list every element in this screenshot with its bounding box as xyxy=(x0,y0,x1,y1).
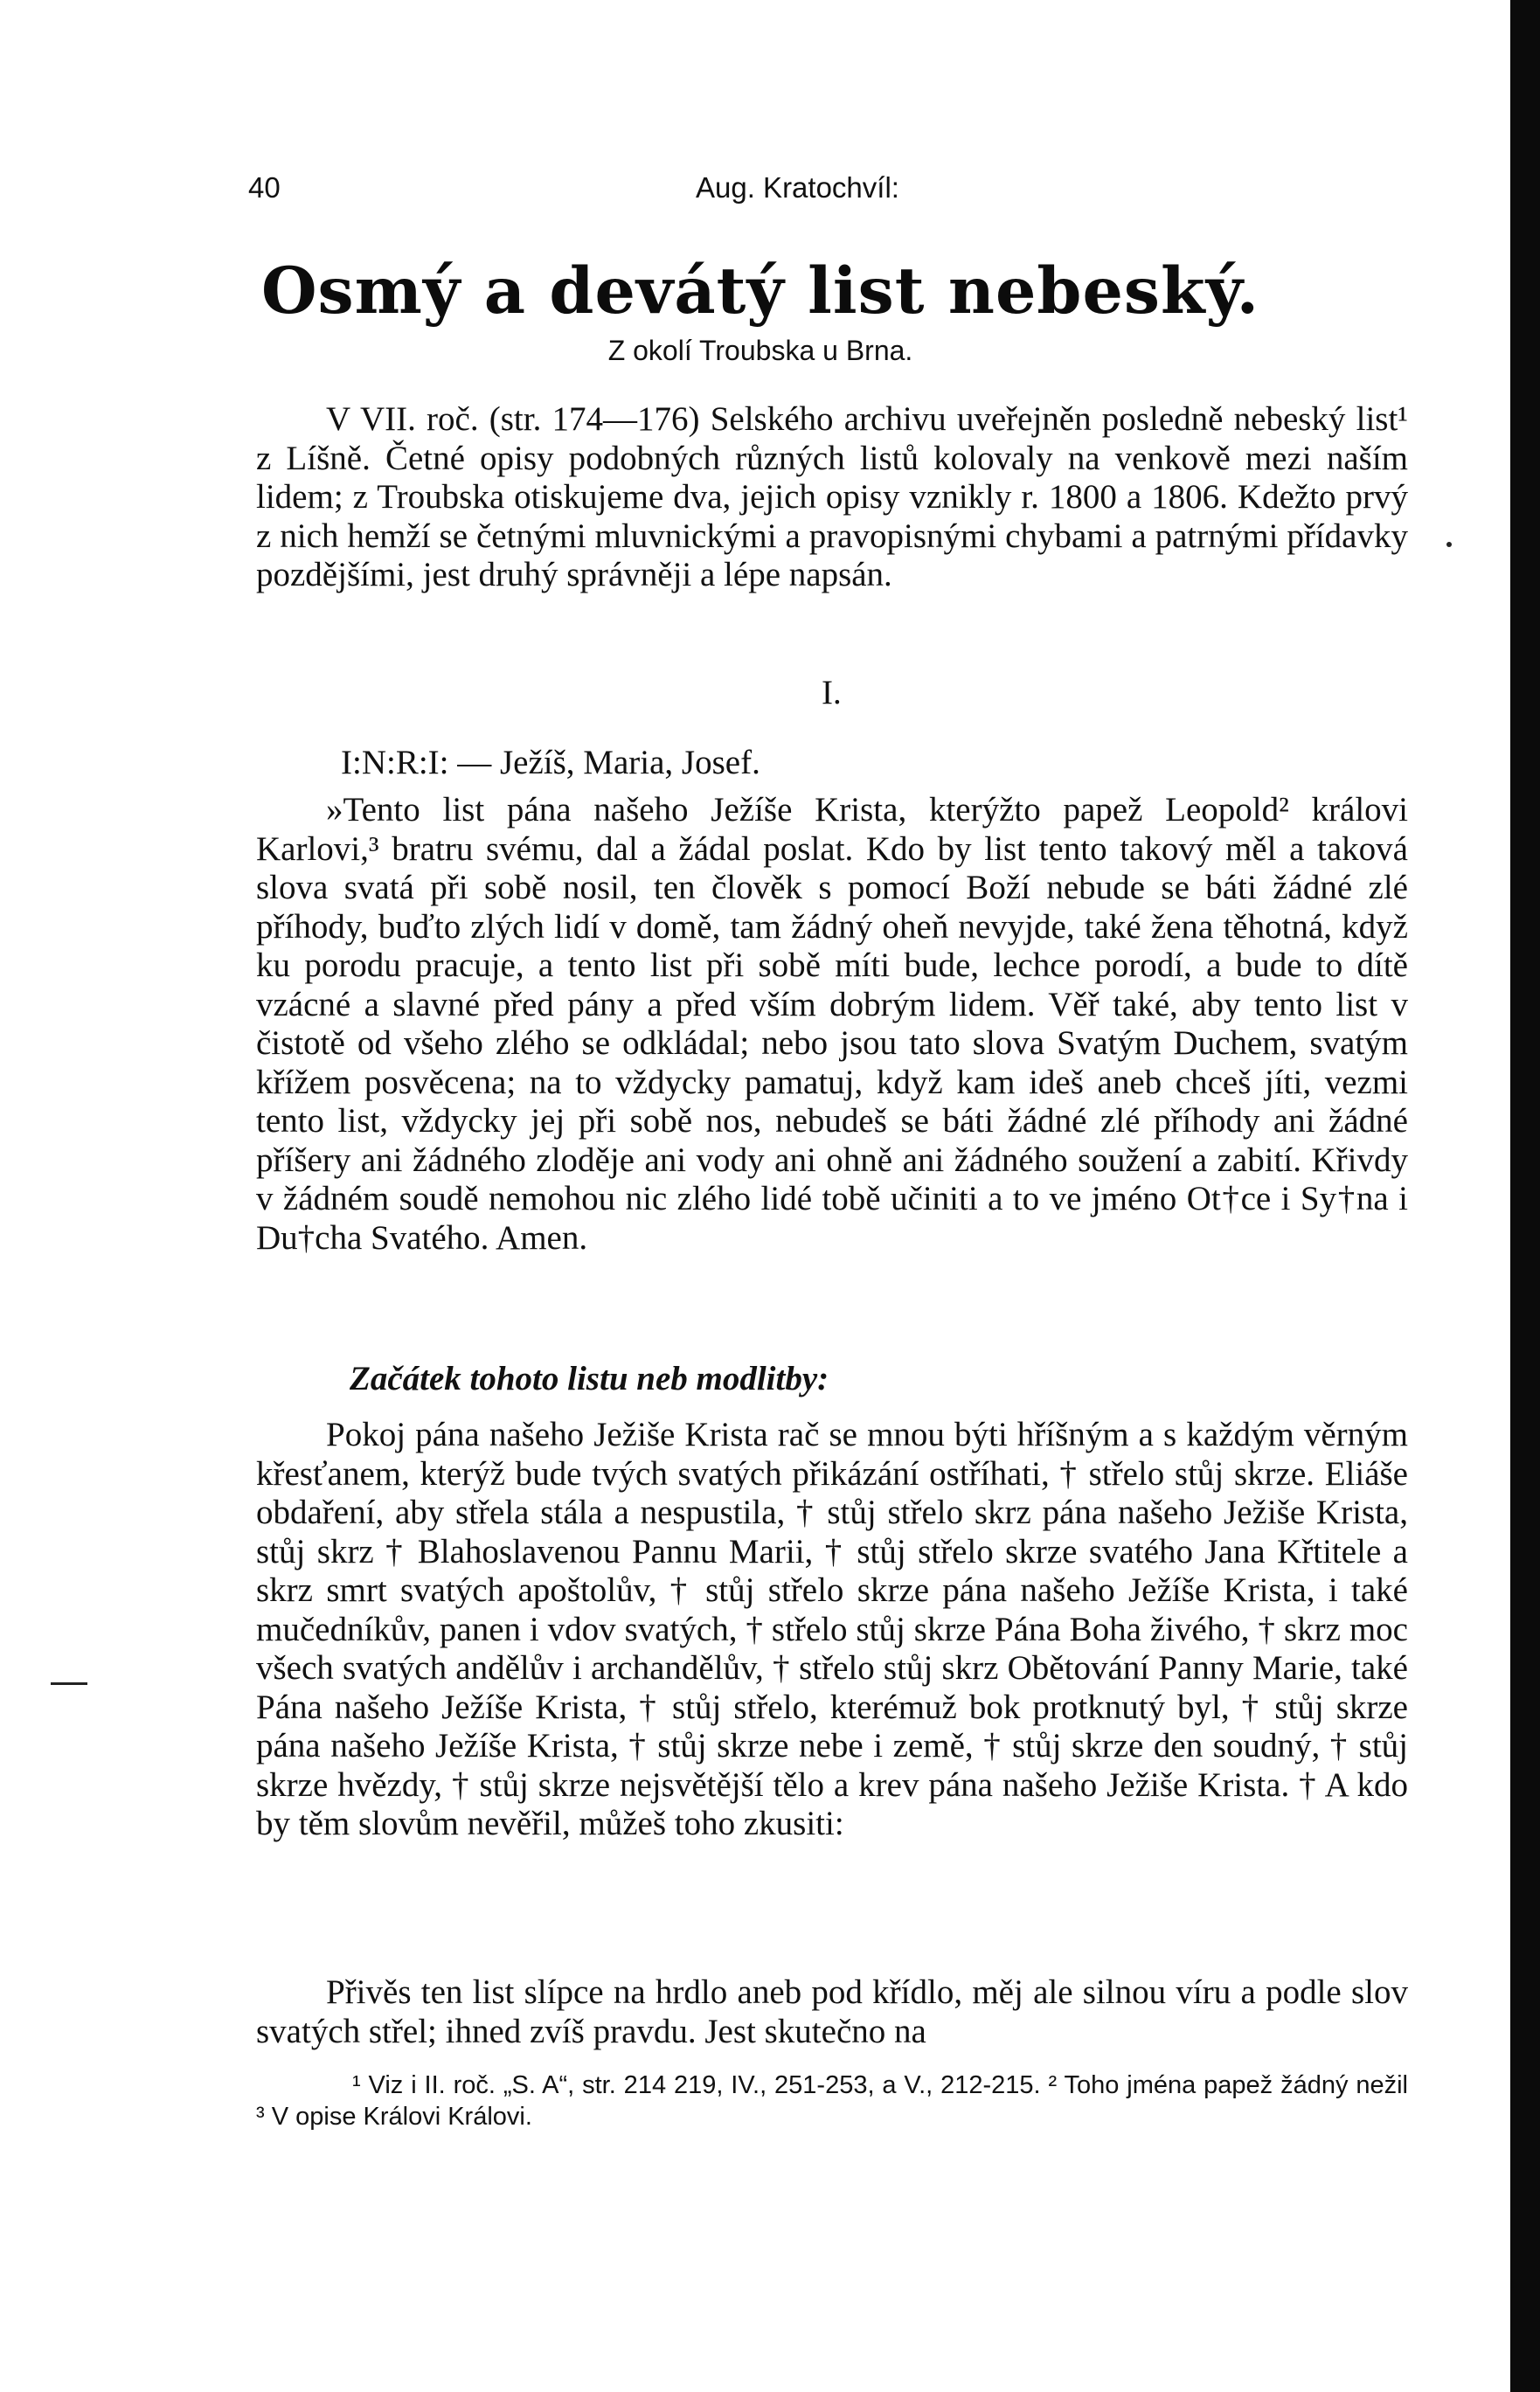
closing-paragraph: Přivěs ten list slípce na hrdlo aneb pod křídlo, měj ale silnou víru a podle slov svatých střel; ihned zvíš pravdu. Jest skutečno na xyxy=(256,1973,1408,2050)
footnotes: ¹ Viz i II. roč. „S. A“, str. 214 219, IV., 251-253, a V., 212-215. ² Toho jména papež žádný nežil ³ V opise Královi Královi. xyxy=(256,2071,1408,2131)
margin-speck xyxy=(1446,542,1452,547)
article-title: Osmý a devátý list nebeský. xyxy=(260,253,1260,329)
letter-block xyxy=(256,791,1408,1258)
margin-dash xyxy=(51,1682,87,1685)
prayer-block xyxy=(256,1416,1408,1844)
section-number: I. xyxy=(822,674,842,711)
running-head: Aug. Kratochvíl: xyxy=(696,171,899,204)
intro-block xyxy=(256,400,1408,595)
letter-paragraph: »Tento list pána našeho Ježíše Krista, kterýžto papež Leopold² královi Karlovi,³ bratru svému, dal a žádal poslat. Kdo by list tento takový měl a taková slova svatá při sobě nosil, ten člověk s pomocí Boží nebude se báti žádné zlé příhody, buďto zlých lidí v domě, tam žádný oheň nevyjde, také žena těhotná, když ku porodu pracuje, a tento list při sobě míti bude, lechce porodí, a bude to dítě vzácné a slavné před pány a před vším dobrým lidem. Věř také, aby tento list v čistotě od všeho zlého se odkládal; nebo jsou tato slova Svatým Duchem, svatým křížem posvěcena; na to vždycky pamatuj, když kam ideš aneb chceš jíti, vezmi tento list, vždycky jej při sobě nos, nebudeš se báti žádné zlé příhody ani žádné příšery ani žádného zloděje ani vody ani ohně ani žádného soužení a zabití. Křivdy v žádném soudě nemohou nic zlého lidé tobě učiniti a to ve jméno Ot†ce i Sy†na i Du†cha Svatého. Amen. xyxy=(256,791,1408,1257)
intro-paragraph: V VII. roč. (str. 174—176) Selského archivu uveřejněn posledně nebeský list¹ z Líšně. Četné opisy podobných různých listů kolovaly na venkově mezi naším lidem; z Troubska otiskujeme dva, jejich opisy vznikly r. 1800 a 1806. Kdežto prvý z nich hemží se četnými mluvnickými a pravopisnými chybami a patrnými přídavky pozdějšími, jest druhý správněji a lépe napsán. xyxy=(256,400,1408,593)
page-edge-shadow xyxy=(1510,0,1540,2392)
page-header xyxy=(248,171,1419,211)
closing-block xyxy=(256,1973,1408,2051)
page-number: 40 xyxy=(248,171,281,204)
prayer-paragraph: Pokoj pána našeho Ježiše Krista rač se mnou býti hříšným a s každým věrným křesťanem, kterýž bude tvých svatých přikázání ostříhati, † střelo stůj skrze. Eliáše obdaření, aby střela stála a nespustila, † stůj střelo skrz pána našeho Ježiše Krista, stůj skrz † Blahoslavenou Pannu Marii, † stůj střelo skrze svatého Jana Křtitele a skrz smrt svatých apoštolův, † stůj střelo skrze pána našeho Ježíše Krista, i také mučedníkův, panen i vdov svatých, † střelo stůj skrze Pána Boha živého, † skrz moc všech svatých andělův i archandělův, † střelo stůj skrz Obětování Panny Marie, také Pána našeho Ježíše Krista, † stůj střelo, kterémuž bok protknutý byl, † stůj skrze pána našeho Ježíše Krista, † stůj skrze nebe i země, † stůj skrze den soudný, † stůj skrze hvězdy, † stůj skrze nejsvětější tělo a krev pána našeho Ježiše Krista. † A kdo by těm slovům nevěřil, můžeš toho zkusiti: xyxy=(256,1416,1408,1842)
article-subtitle: Z okolí Troubska u Brna. xyxy=(607,335,913,366)
inri-line: I:N:R:I: — Ježíš, Maria, Josef. xyxy=(341,744,760,781)
prayer-heading: Začátek tohoto listu neb modlitby: xyxy=(350,1360,829,1397)
